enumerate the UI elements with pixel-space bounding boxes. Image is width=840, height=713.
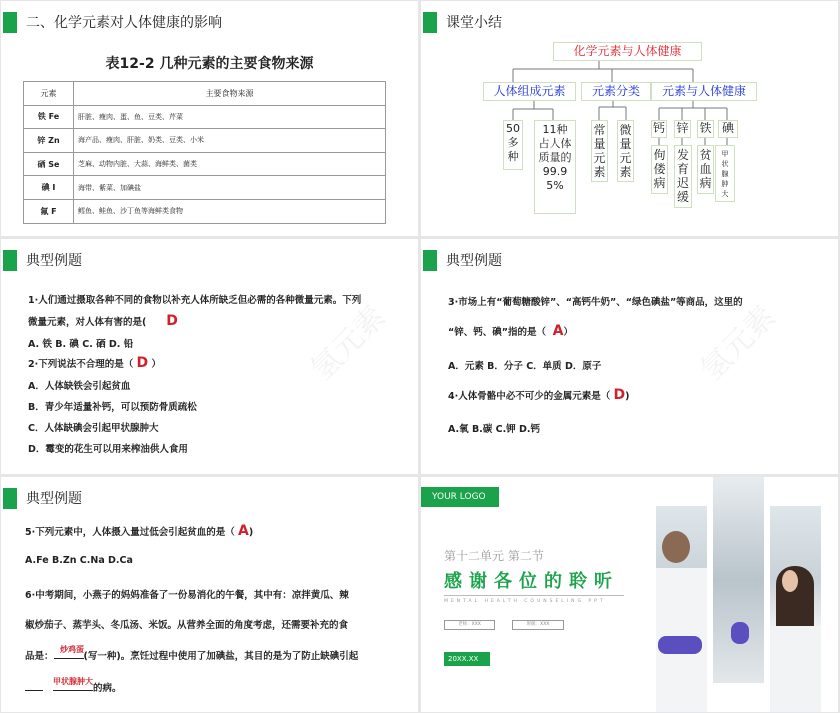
tree-leaf: 11种占人体质量的99.95%: [534, 120, 576, 214]
watermark: 氢元素: [304, 299, 393, 388]
watermark: 氢元素: [694, 299, 783, 388]
question-3-line1: 3·市场上有“葡萄糖酸锌”、“高钙牛奶”、“绿色碘盐”等商品，这里的: [448, 297, 743, 308]
question-5-options: A.Fe B.Zn C.Na D.Ca: [25, 555, 133, 566]
answer-2: D: [136, 355, 149, 371]
tree-node-composition: 人体组成元素: [483, 82, 576, 101]
date-badge: 20XX.XX: [444, 652, 490, 666]
question-4-options: A.氧 B.碳 C.钾 D.钙: [448, 424, 540, 435]
slide-title: 典型例题: [26, 253, 82, 269]
tree-disease: 发育迟缓: [674, 145, 692, 208]
question-6-line3: 品是： (写一种)。烹饪过程中使用了加碘盐，其目的是为了防止缺碘引起: [25, 651, 359, 662]
question-3-line2: “锌、钙、碘”指的是（ A）: [448, 323, 573, 339]
question-1-options: A. 铁 B. 碘 C. 硒 D. 铅: [28, 339, 134, 350]
question-6-line4: 的病。: [25, 680, 121, 694]
question-2-option-b: B．青少年适量补钙，可以预防骨质疏松: [28, 402, 197, 413]
question-1-line1: 1·人们通过摄取各种不同的食物以补充人体所缺乏但必需的各种微量元素。下列: [28, 295, 362, 306]
question-4: 4·人体骨骼中必不可少的金属元素是（ D): [448, 387, 630, 403]
table-row: 锌 Zn 海产品、瘦肉、肝脏、奶类、豆类、小米: [24, 129, 386, 153]
tree-disease: 甲状腺肿大: [715, 145, 735, 202]
tree-leaf: 微量元素: [617, 120, 634, 182]
food-source-table: [23, 81, 386, 224]
slide-thanks[interactable]: [421, 477, 838, 712]
question-6-line1: 6·中考期间，小燕子的妈妈准备了一份易消化的午餐，其中有：凉拌黄瓜、辣: [25, 590, 349, 601]
tree-disease: 贫血病: [697, 145, 714, 194]
slide-title: 课堂小结: [446, 15, 502, 31]
photo-strip-researcher: [770, 506, 821, 712]
header-source: 主要食物来源: [74, 82, 386, 106]
slide-title: 典型例题: [26, 491, 82, 507]
slide-title: 二、化学元素对人体健康的影响: [26, 15, 222, 31]
table-row: 铁 Fe 肝脏、瘦肉、蛋、鱼、豆类、芹菜: [24, 105, 386, 129]
answer-4: D: [613, 387, 626, 403]
logo: YOUR LOGO: [421, 487, 499, 507]
question-6-line2: 椒炒茄子、蒸芋头、冬瓜汤、米饭。从营养全面的角度考虑，还需要补充的食: [25, 620, 349, 631]
table-title: 表12-2 几种元素的主要食物来源: [105, 56, 314, 72]
answer-5: A: [238, 523, 249, 539]
slide-examples-1[interactable]: [1, 239, 418, 474]
question-2-option-d: D．霉变的花生可以用来榨油供人食用: [28, 444, 188, 455]
tree-node-health: 元素与人体健康: [651, 82, 757, 101]
tree-connectors: [421, 1, 838, 236]
question-2-option-c: C．人体缺碘会引起甲状腺肿大: [28, 423, 159, 434]
subtitle: MENTAL HEALTH COUNSELING PPT: [444, 599, 606, 604]
title-accent-bar: [423, 250, 437, 271]
title-accent-bar: [3, 250, 17, 271]
title-accent-bar: [3, 488, 17, 509]
header-element: 元素: [24, 82, 74, 106]
tree-element: 锌: [674, 120, 691, 138]
question-2-option-a: A．人体缺铁会引起贫血: [28, 381, 131, 392]
tree-element: 碘: [718, 120, 738, 138]
photo-strip-scientist: [656, 506, 707, 712]
table-row: 碘 I 海带、紫菜、加碘盐: [24, 176, 386, 200]
thanks-title: 感谢各位的聆听: [444, 571, 619, 592]
question-2: 2·下列说法不合理的是（ D ）: [28, 355, 161, 371]
table-row: 硒 Se 芝麻、动物内脏、大蒜、海鲜类、菌类: [24, 152, 386, 176]
tree-leaf: 常量元素: [591, 120, 608, 182]
question-1-line2: 微量元素，对人体有害的是( D: [28, 313, 178, 329]
unit-title: 第十二单元 第二节: [444, 549, 544, 563]
divider: [444, 595, 624, 596]
tree-element: 铁: [697, 120, 714, 138]
teacher-field: 老师：XXX: [444, 620, 495, 630]
tree-leaf: 50多种: [503, 120, 523, 170]
tree-disease: 佝偻病: [651, 145, 668, 194]
answer-1: D: [166, 313, 178, 329]
answer-3: A: [552, 323, 564, 339]
tree-root: 化学元素与人体健康: [553, 42, 702, 61]
slide-summary[interactable]: [421, 1, 838, 236]
tree-node-classification: 元素分类: [581, 82, 651, 101]
slide-examples-2[interactable]: [421, 239, 838, 474]
answer-6-food: 炒鸡蛋: [60, 645, 84, 654]
question-3-options: A．元素 B．分子 C．单质 D．原子: [448, 361, 602, 372]
tree-element: 钙: [651, 120, 667, 138]
answer-6-disease: 甲状腺肿大: [53, 677, 93, 686]
table-row: 氟 F 鳕鱼、鲑鱼、沙丁鱼等海鲜类食物: [24, 199, 386, 223]
slide-title: 典型例题: [446, 253, 502, 269]
question-5: 5·下列元素中，人体摄入量过低会引起贫血的是（ A): [25, 523, 254, 539]
class-field: 班级：XXX: [512, 620, 564, 630]
photo-strip-lab: [713, 477, 764, 683]
slide-examples-3[interactable]: [1, 477, 418, 712]
title-accent-bar: [3, 12, 17, 33]
slide-element-food-sources[interactable]: [1, 1, 418, 236]
